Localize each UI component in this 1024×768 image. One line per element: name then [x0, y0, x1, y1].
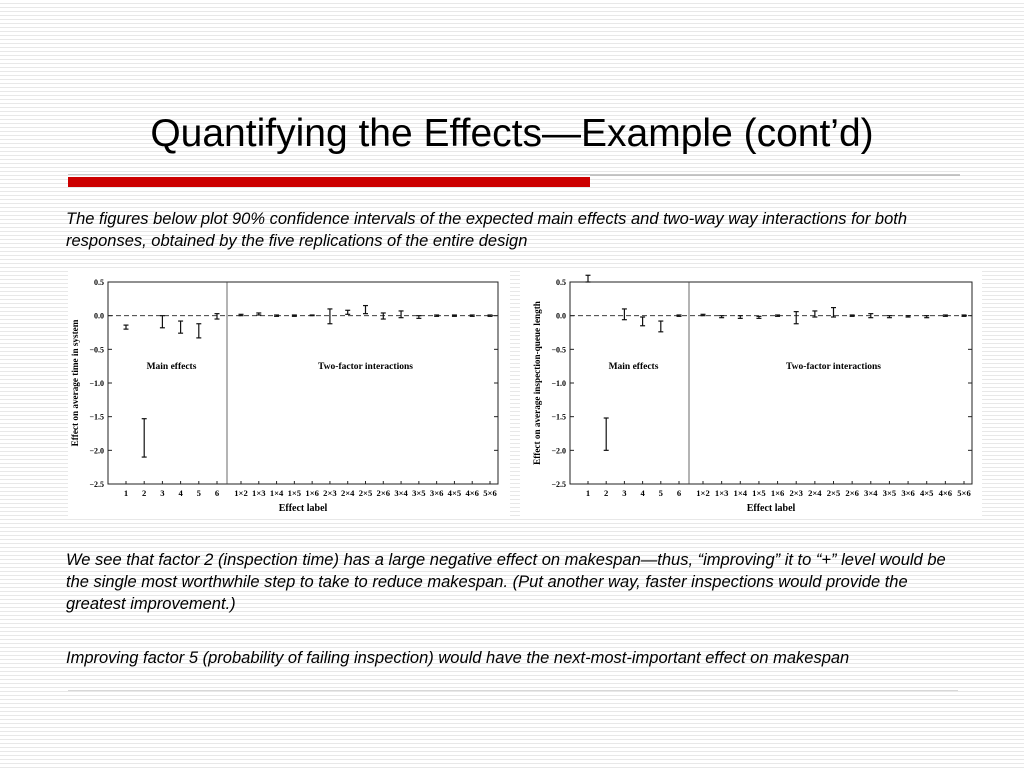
x-tick-label: 2×4 — [808, 488, 822, 498]
y-tick-label: −1.0 — [89, 379, 104, 388]
ci-bar-1×4 — [738, 316, 743, 319]
y-tick-label: −0.5 — [551, 345, 566, 355]
bottom-rule — [68, 690, 958, 691]
ci-bar-4 — [178, 321, 183, 333]
plot-frame — [108, 282, 498, 484]
x-tick-label: 1×3 — [714, 488, 729, 498]
annotation-two-factor-interactions: Two-factor interactions — [318, 362, 413, 373]
ci-bar-3×5 — [416, 316, 421, 319]
y-tick-label: −2.0 — [551, 446, 566, 456]
y-tick-label: 0.5 — [94, 278, 104, 287]
x-tick-label: 5×6 — [957, 488, 971, 498]
x-tick-label: 3×5 — [412, 488, 426, 498]
annotation-two-factor-interactions: Two-factor interactions — [786, 362, 881, 373]
y-tick-label: 0.0 — [556, 311, 566, 321]
x-tick-label: 1 — [123, 488, 129, 498]
x-tick-label: 2×3 — [789, 488, 803, 498]
ci-bar-6 — [215, 314, 220, 319]
ci-bar-1×3 — [256, 313, 261, 315]
ci-bar-1×6 — [310, 315, 315, 316]
x-tick-label: 1×4 — [269, 488, 284, 498]
x-tick-label: 1×5 — [752, 488, 766, 498]
x-tick-label: 6 — [676, 488, 682, 498]
ci-bar-2×4 — [345, 310, 350, 314]
x-tick-label: 5 — [658, 488, 663, 498]
x-tick-label: 4×5 — [919, 488, 934, 498]
x-axis-label: Effect label — [278, 503, 328, 514]
chart-time-in-system — [68, 269, 510, 519]
x-tick-label: 2×4 — [340, 488, 355, 498]
chart-inspection-queue-svg — [520, 269, 982, 519]
x-tick-label: 1×2 — [234, 488, 248, 498]
ci-bar-1×2 — [701, 314, 706, 315]
x-tick-label: 4×6 — [465, 488, 479, 498]
y-tick-label: 0.0 — [94, 311, 104, 321]
x-tick-label: 2 — [142, 488, 147, 498]
x-tick-label: 1 — [585, 488, 591, 498]
x-axis-label: Effect label — [746, 503, 796, 514]
x-tick-label: 1×4 — [733, 488, 748, 498]
y-tick-label: −1.0 — [551, 379, 566, 388]
x-tick-label: 4×5 — [447, 488, 462, 498]
x-tick-label: 2×6 — [845, 488, 859, 498]
x-tick-label: 1×2 — [696, 488, 710, 498]
ci-bar-2 — [604, 418, 609, 450]
ci-bar-1×3 — [719, 316, 724, 318]
intro-paragraph: The figures below plot 90% confidence intervals of the expected main effects and two-way way interactions for both responses, obtained by the five replications of the entire design — [66, 210, 908, 250]
y-axis-label: Effect on average time in system — [70, 319, 80, 447]
ci-bar-2×3 — [794, 312, 799, 324]
ci-bar-3×5 — [887, 316, 892, 318]
factor5-paragraph: Improving factor 5 (probability of failing inspection) would have the next-most-important effect on makespan — [66, 649, 850, 667]
x-tick-label: 3×4 — [864, 488, 878, 498]
chart-time-in-system-svg — [68, 269, 510, 519]
ci-bar-3×4 — [399, 311, 404, 318]
x-tick-label: 4 — [640, 488, 645, 498]
y-tick-label: −2.5 — [551, 480, 566, 489]
x-tick-label: 2×5 — [826, 488, 841, 498]
ci-bar-3 — [160, 316, 165, 328]
y-tick-label: −2.5 — [89, 480, 104, 489]
ci-bar-4 — [640, 317, 645, 326]
ci-bar-4×5 — [924, 316, 929, 318]
x-tick-label: 5 — [196, 488, 201, 498]
plot-frame — [570, 282, 972, 484]
ci-bar-3×6 — [906, 316, 911, 317]
chart-inspection-queue — [520, 269, 982, 519]
x-tick-label: 6 — [214, 488, 220, 498]
x-tick-label: 1×6 — [770, 488, 785, 498]
ci-bar-2×5 — [363, 306, 368, 314]
x-tick-label: 4×6 — [938, 488, 953, 498]
annotation-main-effects: Main effects — [608, 362, 659, 373]
x-tick-label: 2×3 — [323, 488, 337, 498]
ci-bar-5 — [658, 321, 663, 332]
x-tick-label: 3×4 — [394, 488, 408, 498]
y-tick-label: −0.5 — [89, 345, 104, 355]
x-tick-label: 3 — [622, 488, 627, 498]
y-tick-label: −1.5 — [551, 412, 566, 422]
x-tick-label: 1×3 — [252, 488, 266, 498]
y-tick-label: −2.0 — [89, 446, 104, 456]
ci-bar-1×2 — [239, 314, 244, 315]
y-tick-label: 0.5 — [556, 278, 566, 287]
finding-paragraph: We see that factor 2 (inspection time) has a large negative effect on makespan—thus, “improving” it to “+” level would be the single most worthwhile step to take to reduce makespan. (Put another way, faster inspections would provide the greatest improvement.) — [66, 551, 946, 613]
title-underline-thin — [590, 175, 960, 176]
ci-bar-1×5 — [756, 316, 761, 318]
x-tick-label: 1×5 — [287, 488, 302, 498]
x-tick-label: 5×6 — [483, 488, 497, 498]
ci-bar-5 — [196, 324, 201, 338]
y-tick-label: −1.5 — [89, 412, 104, 422]
slide-title: Quantifying the Effects—Example (cont’d) — [150, 112, 874, 155]
ci-bar-1 — [124, 325, 129, 329]
annotation-main-effects: Main effects — [146, 362, 197, 373]
ci-bar-3 — [622, 309, 627, 320]
x-tick-label: 2×6 — [376, 488, 391, 498]
x-tick-label: 2 — [604, 488, 609, 498]
x-tick-label: 3×6 — [901, 488, 915, 498]
x-tick-label: 3 — [160, 488, 165, 498]
x-tick-label: 3×6 — [429, 488, 444, 498]
ci-bar-2 — [142, 419, 147, 457]
x-tick-label: 4 — [178, 488, 183, 498]
x-tick-label: 3×5 — [882, 488, 897, 498]
title-underline-red — [68, 177, 590, 187]
ci-bar-1 — [586, 275, 591, 282]
y-axis-label: Effect on average inspection-queue length — [532, 301, 542, 465]
x-tick-label: 2×5 — [358, 488, 373, 498]
ci-bar-2×3 — [327, 309, 332, 324]
x-tick-label: 1×6 — [305, 488, 319, 498]
